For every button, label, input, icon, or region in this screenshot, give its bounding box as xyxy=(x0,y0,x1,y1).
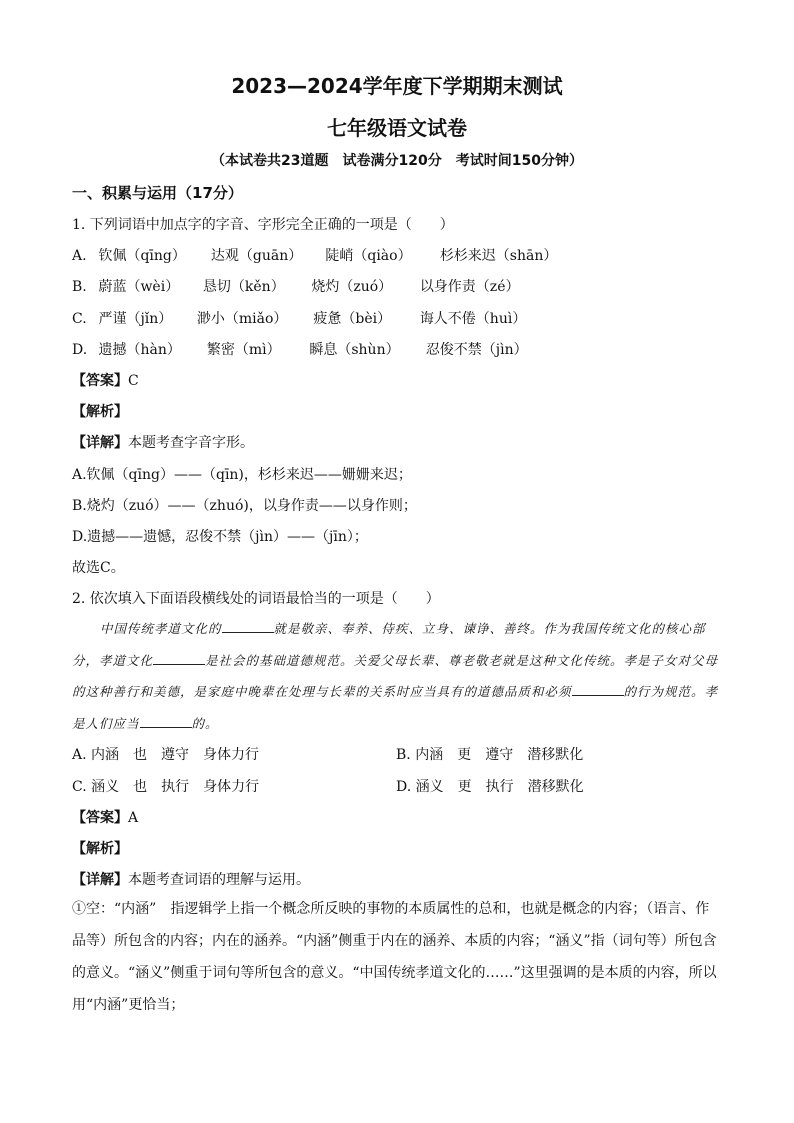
option-word: 达观（guān） xyxy=(210,248,303,264)
q2-analysis-tag: 【解析】 xyxy=(72,841,128,857)
passage-text: 的行为规范。孝是人们应当 xyxy=(72,684,719,731)
option-word: 烧灼（zuó） xyxy=(311,279,393,295)
option-label: B. xyxy=(396,747,411,763)
q1-option-c xyxy=(72,308,526,328)
option-word: 蔚蓝（wèi） xyxy=(98,279,180,295)
q2-stem: 2. 依次填入下面语段横线处的词语最恰当的一项是（ ） xyxy=(72,591,440,607)
option-label: D. xyxy=(72,342,88,358)
q2-detail xyxy=(72,869,310,889)
option-label: C. xyxy=(72,311,87,327)
passage-text: 中国传统孝道文化的 xyxy=(100,621,222,636)
q2-explanation: ①空：“内涵” 指逻辑学上指一个概念所反映的事物的本质属性的总和，也就是概念的内容；（语言、作品等）所包含的内容；内在的涵养。“内涵”侧重于内在的涵养、本质的内容；“涵义”指（词句等）所包含的意义。“涵义”侧重于词句等所包含的意义。“中国传统孝道文化的……”这里强调的是本质的内容，所以用“内涵”更恰当； xyxy=(72,901,717,1013)
q2-option-c xyxy=(72,776,259,796)
answer-tag: 【答案】 xyxy=(72,810,128,826)
q1-answer xyxy=(72,370,139,390)
option-word: 瞬息（shùn） xyxy=(309,342,400,358)
option-label: C. xyxy=(72,779,87,795)
option-label: D. xyxy=(396,779,412,795)
q2-option-b xyxy=(396,744,583,764)
answer-value: A xyxy=(128,810,139,826)
option-label: A. xyxy=(72,248,87,264)
option-text: 内涵 也 遵守 身体力行 xyxy=(91,747,260,763)
q1-detail xyxy=(72,432,254,452)
option-label: B. xyxy=(72,279,87,295)
option-word: 以身作责（zé） xyxy=(419,279,520,295)
blank-line xyxy=(153,650,205,665)
option-word: 陡峭（qiào） xyxy=(325,248,412,264)
q1-explain-line: B.烧灼（zuó）——（zhuó)，以身作责——以身作则； xyxy=(72,498,417,514)
q1-option-b xyxy=(72,276,519,296)
option-text: 内涵 更 遵守 潜移默化 xyxy=(415,747,584,763)
q1-option-a xyxy=(72,245,557,265)
option-word: 疲惫（bèi） xyxy=(313,311,392,327)
q1-stem: 1. 下列词语中加点字的字音、字形完全正确的一项是（ ） xyxy=(72,217,454,233)
passage-text: 是社会的基础道德规范。关爱父母长辈、尊老敬老就是这种文化传统。孝是子女对父母的这种善行和美德，是家庭中晚辈在处理与长辈的关系时应当具有的道德品质和必须 xyxy=(72,652,719,699)
option-word: 钦佩（qīng） xyxy=(98,248,186,264)
detail-text: 本题考查词语的理解与运用。 xyxy=(128,872,310,888)
option-word: 忍俊不禁（jìn） xyxy=(425,342,528,358)
blank-line xyxy=(140,713,192,728)
q1-explain-line: 故选C。 xyxy=(72,560,125,576)
q1-explain-line: A.钦佩（qīng）——（qīn)，杉杉来迟——姗姗来迟； xyxy=(72,467,412,483)
q2-option-a xyxy=(72,744,259,764)
passage-text: 就是敬亲、奉养、侍疾、立身、谏诤、善终。作为我国传统文化的核心部分，孝道文化 xyxy=(72,621,706,668)
option-label: A. xyxy=(72,747,87,763)
q1-option-d xyxy=(72,339,528,359)
passage-text: 的。 xyxy=(191,715,219,731)
answer-value: C xyxy=(128,373,139,389)
exam-info: （本试卷共23道题 试卷满分120分 考试时间150分钟） xyxy=(211,153,583,169)
detail-text: 本题考查字音字形。 xyxy=(128,435,254,451)
section-heading: 一、积累与运用（17分） xyxy=(72,184,243,202)
answer-tag: 【答案】 xyxy=(72,373,128,389)
blank-line xyxy=(572,681,624,696)
q1-explain-line: D.遗撼——遗憾，忍俊不禁（jìn）——（jīn）； xyxy=(72,529,368,545)
q1-analysis-tag: 【解析】 xyxy=(72,404,128,420)
exam-title: 2023—2024学年度下学期期末测试 xyxy=(231,74,563,98)
q2-passage xyxy=(72,613,720,739)
detail-tag: 【详解】 xyxy=(72,435,128,451)
q2-option-d xyxy=(396,776,584,796)
option-word: 严谨（jǐn） xyxy=(98,311,173,327)
detail-tag: 【详解】 xyxy=(72,872,128,888)
option-word: 繁密（mì） xyxy=(206,342,281,358)
q2-answer xyxy=(72,807,138,827)
option-text: 涵义 更 执行 潜移默化 xyxy=(415,779,584,795)
option-word: 诲人不倦（huì） xyxy=(419,311,527,327)
option-text: 涵义 也 执行 身体力行 xyxy=(91,779,260,795)
option-word: 恳切（kěn） xyxy=(202,279,285,295)
exam-subtitle: 七年级语文试卷 xyxy=(327,116,467,140)
option-word: 遗撼（hàn） xyxy=(98,342,181,358)
blank-line xyxy=(222,618,274,633)
option-word: 杉杉来迟（shān） xyxy=(439,248,558,264)
option-word: 渺小（miǎo） xyxy=(196,311,288,327)
